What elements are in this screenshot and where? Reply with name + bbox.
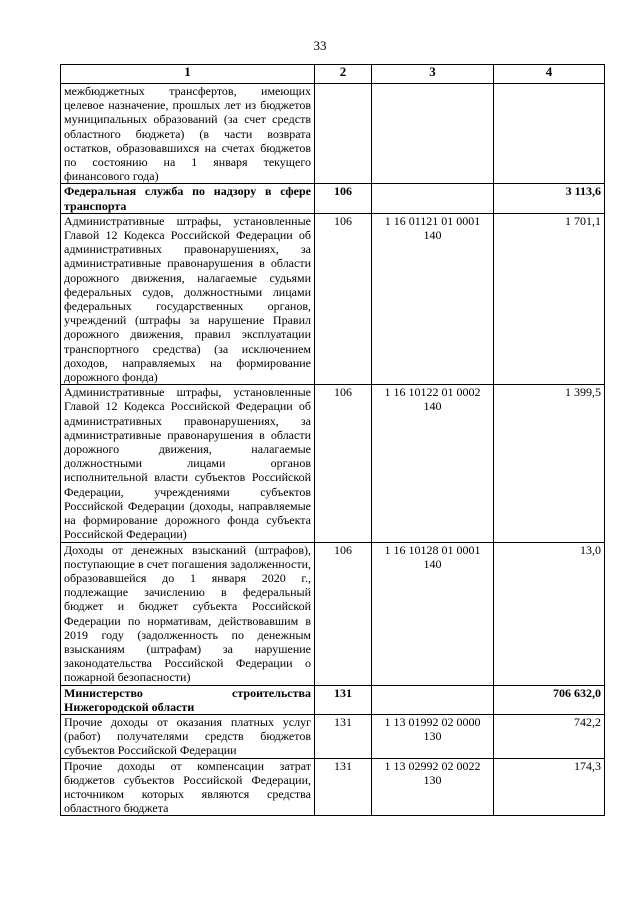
budget-code: 1 16 10128 01 0001 140 xyxy=(372,542,494,685)
budget-code: 1 16 10122 01 0002 140 xyxy=(372,385,494,542)
amount xyxy=(494,84,605,184)
table-row-agency xyxy=(61,184,605,213)
table-row xyxy=(61,758,605,816)
revenue-name: Прочие доходы от компенсации затрат бюджетов субъектов Российской Федерации, источником которых являются средства областного бюджета xyxy=(61,758,315,816)
budget-code: 1 16 01121 01 0001 140 xyxy=(372,213,494,384)
amount: 1 701,1 xyxy=(494,213,605,384)
header-col-4: 4 xyxy=(494,65,605,84)
admin-code: 106 xyxy=(315,385,372,542)
admin-code: 131 xyxy=(315,714,372,758)
admin-code: 131 xyxy=(315,685,372,714)
amount: 742,2 xyxy=(494,714,605,758)
budget-revenue-table xyxy=(60,64,605,816)
agency-name: Министерство строительства Нижегородской области xyxy=(61,685,315,714)
budget-code: 1 13 02992 02 0022 130 xyxy=(372,758,494,816)
table-row xyxy=(61,714,605,758)
admin-code: 106 xyxy=(315,542,372,685)
admin-code: 106 xyxy=(315,213,372,384)
admin-code xyxy=(315,84,372,184)
table-row xyxy=(61,213,605,384)
table-row xyxy=(61,84,605,184)
page-number: 33 xyxy=(313,38,327,53)
amount: 3 113,6 xyxy=(494,184,605,213)
amount: 174,3 xyxy=(494,758,605,816)
header-col-2: 2 xyxy=(315,65,372,84)
budget-code: 1 13 01992 02 0000 130 xyxy=(372,714,494,758)
table-row xyxy=(61,542,605,685)
budget-code xyxy=(372,184,494,213)
revenue-name: межбюджетных трансфертов, имеющих целевое назначение, прошлых лет из бюджетов муниципальных образований (за счет средств областного бюджета) (в части возврата остатков, образовавшихся на счетах бюджетов по состоянию на 1 января текущего финансового года) xyxy=(61,84,315,184)
table-row-agency xyxy=(61,685,605,714)
admin-code: 106 xyxy=(315,184,372,213)
revenue-name: Доходы от денежных взысканий (штрафов), поступающие в счет погашения задолженности, образовавшейся до 1 января 2020 г., подлежащие зачислению в федеральный бюджет и бюджет субъекта Российской Федерации по нормативам, действовавшим в 2019 году (задолженность по денежным взысканиям (штрафам) за нарушение законодательства Российской Федерации о пожарной безопасности) xyxy=(61,542,315,685)
table-header-row xyxy=(61,65,605,84)
amount: 1 399,5 xyxy=(494,385,605,542)
amount: 13,0 xyxy=(494,542,605,685)
revenue-name: Административные штрафы, установленные Главой 12 Кодекса Российской Федерации об административных правонарушениях, за административные правонарушения в области дорожного движения, налагаемые должностными лицами органов исполнительной власти субъектов Российской Федерации, учреждениями субъектов Российской Федерации (доходы, направляемые на формирование дорожного фонда субъекта Российской Федерации) xyxy=(61,385,315,542)
revenue-name: Прочие доходы от оказания платных услуг (работ) получателями средств бюджетов субъектов Российской Федерации xyxy=(61,714,315,758)
budget-code xyxy=(372,685,494,714)
admin-code: 131 xyxy=(315,758,372,816)
header-col-1: 1 xyxy=(61,65,315,84)
budget-code xyxy=(372,84,494,184)
revenue-name: Административные штрафы, установленные Главой 12 Кодекса Российской Федерации об административных правонарушениях, за административные правонарушения в области дорожного движения, налагаемые судьями федеральных судов, должностными лицами федеральных государственных органов, учреждений (штрафы за нарушение Правил дорожного движения, правил эксплуатации транспортного средства) (за исключением доходов, направляемых на формирование дорожного фонда) xyxy=(61,213,315,384)
amount: 706 632,0 xyxy=(494,685,605,714)
header-col-3: 3 xyxy=(372,65,494,84)
table-row xyxy=(61,385,605,542)
agency-name: Федеральная служба по надзору в сфере транспорта xyxy=(61,184,315,213)
